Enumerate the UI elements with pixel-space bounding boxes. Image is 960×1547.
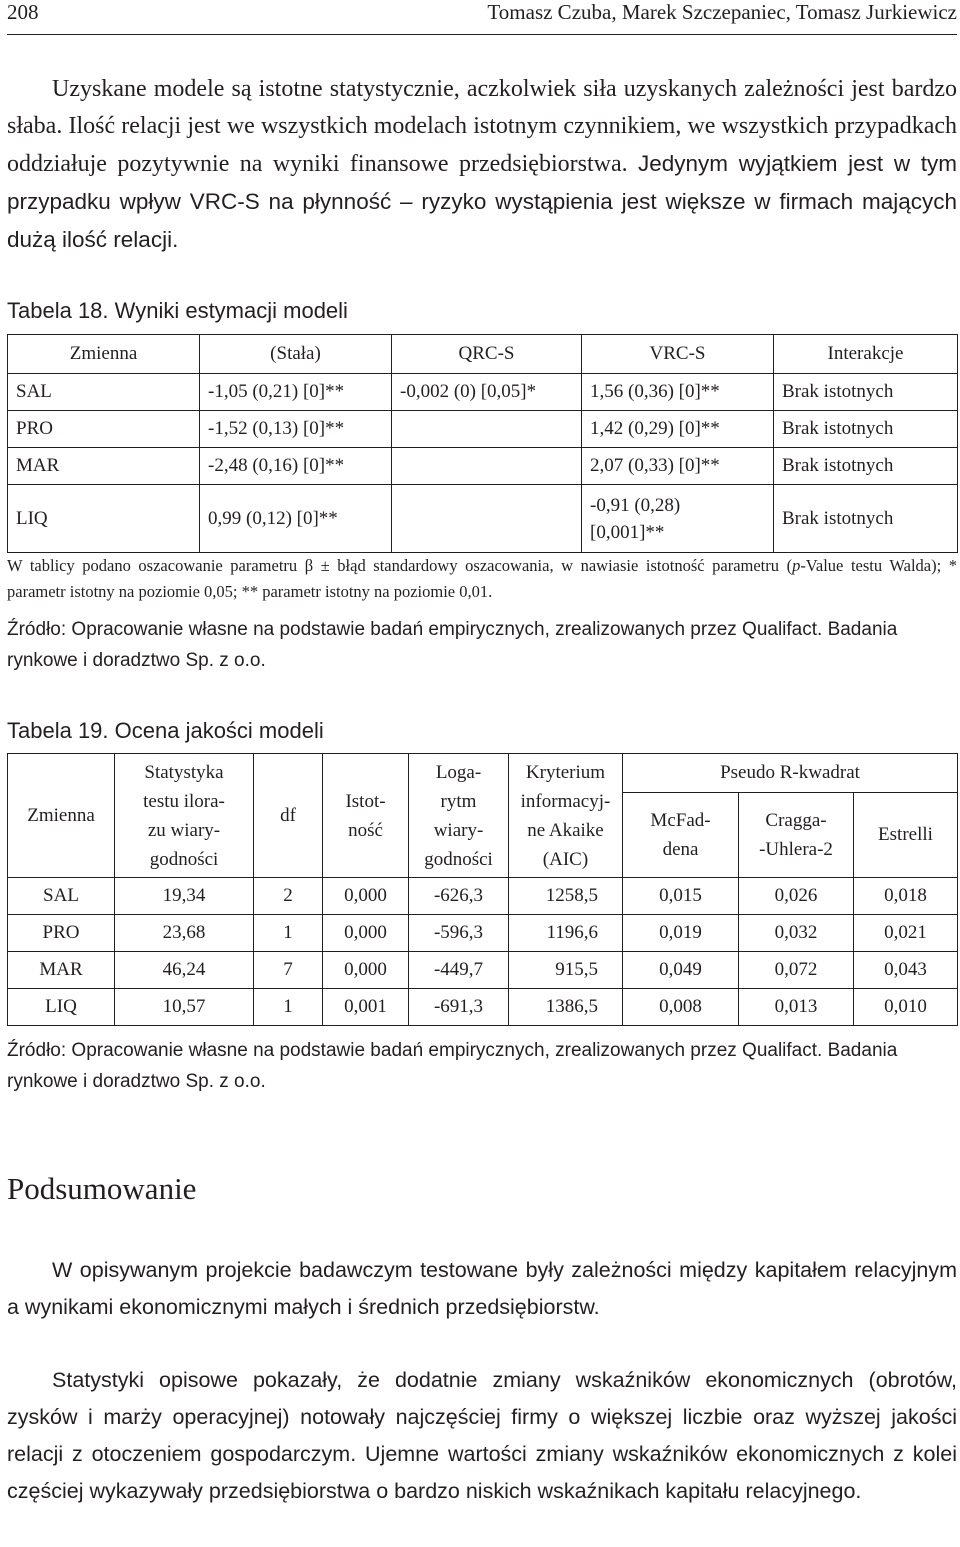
table19-cell: -449,7 xyxy=(409,952,509,989)
table18-cell xyxy=(582,485,774,553)
table18-caption: Tabela 18. Wyniki estymacji modeli xyxy=(7,298,348,323)
table18-cell: 1,42 (0,29) [0]** xyxy=(582,411,774,448)
table18-cell: Brak istotnych xyxy=(774,374,958,411)
table19-cell: 0,000 xyxy=(323,952,409,989)
table18-cell: Brak istotnych xyxy=(774,485,958,553)
table19-header-cell: Zmienna xyxy=(8,754,115,878)
table19-row xyxy=(8,915,958,952)
table18-cell: PRO xyxy=(8,411,200,448)
table19-cell: 0,013 xyxy=(739,989,854,1026)
header-line: McFad- xyxy=(650,810,711,831)
table18-cell: SAL xyxy=(8,374,200,411)
header-line: dena xyxy=(662,839,699,860)
table19-cell: 1258,5 xyxy=(509,878,623,915)
intro-text-part2: Jedynym wyjątkiem jest w tym przypadku wpływ VRC-S na płynność – ryzyko wystąpienia jest większe w firmach mających dużą ilość relacji. xyxy=(7,151,958,252)
header-line: testu ilora- xyxy=(143,790,225,812)
summary-paragraph-1: W opisywanym projekcie badawczym testowane były zależności między kapitałem relacyjnym a wynikami ekonomicznymi małych i średnich przedsiębiorstw. xyxy=(7,1258,957,1319)
table18-note xyxy=(7,553,957,605)
table19-cell: 0,010 xyxy=(854,989,958,1026)
table19-row xyxy=(8,878,958,915)
table19-cell: 1 xyxy=(254,915,323,952)
table19-header-cell: Pseudo R-kwadrat xyxy=(623,754,958,793)
table19-cell: 0,049 xyxy=(623,952,739,989)
table19-cell: 0,032 xyxy=(739,915,854,952)
table19-row xyxy=(8,989,958,1026)
table18-cell: -1,05 (0,21) [0]** xyxy=(200,374,392,411)
table19-header-cell: df xyxy=(254,754,323,878)
header-line: godności xyxy=(424,848,493,870)
table19-cell: -626,3 xyxy=(409,878,509,915)
table19-cell: 1 xyxy=(254,989,323,1026)
table18-vrc-line1: -0,91 (0,28) xyxy=(590,494,681,516)
table18-row xyxy=(8,485,958,553)
table19-cell: 1386,5 xyxy=(509,989,623,1026)
table19-source: Źródło: Opracowanie własne na podstawie badań empirycznych, zrealizowanych przez Qualifact. Badania rynkowe i doradztwo Sp. z o.o. xyxy=(7,1040,898,1092)
header-line: wiary- xyxy=(433,819,484,841)
table18-row xyxy=(8,411,958,448)
header-line: rytm xyxy=(440,790,477,812)
table19-cell: 23,68 xyxy=(115,915,254,952)
running-header xyxy=(7,0,957,35)
table18-header-cell: QRC-S xyxy=(392,335,582,374)
table18-cell: -0,002 (0) [0,05]* xyxy=(392,374,582,411)
table19-header-row xyxy=(8,754,958,793)
header-line: ność xyxy=(348,819,383,841)
header-line: Cragga- xyxy=(765,810,827,831)
table19-header-cell xyxy=(115,754,254,878)
table19-row xyxy=(8,952,958,989)
table18-estimation-results xyxy=(7,334,958,553)
table19-cell: 0,026 xyxy=(739,878,854,915)
table19-cell: 0,043 xyxy=(854,952,958,989)
table18-note-part-a: W tablicy podano oszacowanie parametru β ± błąd standardowy oszacowania, w nawiasie istotność parametru ( xyxy=(7,556,793,575)
table19-cell: 0,000 xyxy=(323,878,409,915)
table18-cell: LIQ xyxy=(8,485,200,553)
intro-paragraph xyxy=(7,71,957,259)
table19-cell: -596,3 xyxy=(409,915,509,952)
table18-cell xyxy=(392,485,582,553)
table19-cell: 0,021 xyxy=(854,915,958,952)
table19-cell: 0,001 xyxy=(323,989,409,1026)
table19-header-cell xyxy=(409,754,509,878)
table19-cell: 0,000 xyxy=(323,915,409,952)
table19-cell: 10,57 xyxy=(115,989,254,1026)
summary-paragraph-2: Statystyki opisowe pokazały, że dodatnie zmiany wskaźników ekonomicznych (obrotów, zysków i marży operacyjnej) notowały najczęściej firmy o większej liczbie oraz wyższej jakości relacji z otoczeniem gospodarczym. Ujemne wartości zmiany wskaźników ekonomicznych z kolei częściej wykazywały przedsiębiorstwa o bardzo niskich wskaźnikach kapitału relacyjnego. xyxy=(7,1368,957,1503)
table18-cell xyxy=(392,448,582,485)
table19-cell: 915,5 xyxy=(509,952,623,989)
table19-header-cell xyxy=(739,793,854,878)
table18-header-cell: Zmienna xyxy=(8,335,200,374)
table18-cell: MAR xyxy=(8,448,200,485)
table19-cell: 0,018 xyxy=(854,878,958,915)
table18-header-cell: Interakcje xyxy=(774,335,958,374)
running-header-authors: Tomasz Czuba, Marek Szczepaniec, Tomasz Jurkiewicz xyxy=(487,0,957,24)
table18-header-cell: (Stała) xyxy=(200,335,392,374)
table18-cell: 0,99 (0,12) [0]** xyxy=(200,485,392,553)
header-line: Istot- xyxy=(345,790,386,812)
table19-model-quality xyxy=(7,753,958,1026)
header-line: zu wiary- xyxy=(147,819,221,841)
header-line: informacyj- xyxy=(520,790,611,812)
table19-cell: 1196,6 xyxy=(509,915,623,952)
table18-cell: -1,52 (0,13) [0]** xyxy=(200,411,392,448)
table18-note-part-b: -Value testu Walda); * parametr istotny na poziomie 0,05; ** parametr istotny na poziomie 0,01. xyxy=(7,556,957,601)
table18-note-p: p xyxy=(792,556,801,575)
table19-header-cell xyxy=(509,754,623,878)
table19-cell: 7 xyxy=(254,952,323,989)
table18-header-cell: VRC-S xyxy=(582,335,774,374)
table18-row xyxy=(8,374,958,411)
table19-cell: SAL xyxy=(8,878,115,915)
table18-cell: Brak istotnych xyxy=(774,448,958,485)
header-line: (AIC) xyxy=(542,848,589,870)
table18-cell: -2,48 (0,16) [0]** xyxy=(200,448,392,485)
table19-cell: 19,34 xyxy=(115,878,254,915)
header-line: Loga- xyxy=(435,761,482,783)
table19-cell: PRO xyxy=(8,915,115,952)
table19-cell: 46,24 xyxy=(115,952,254,989)
table18-vrc-line2: [0,001]** xyxy=(590,521,665,543)
header-line: -Uhlera-2 xyxy=(759,839,833,860)
header-line: godności xyxy=(149,848,219,870)
table19-header-cell xyxy=(623,793,739,878)
table18-cell: 2,07 (0,33) [0]** xyxy=(582,448,774,485)
table18-row xyxy=(8,448,958,485)
table19-cell: 0,015 xyxy=(623,878,739,915)
table19-cell: LIQ xyxy=(8,989,115,1026)
page-number: 208 xyxy=(7,0,39,24)
header-line: ne Akaike xyxy=(527,819,604,841)
table19-cell: 0,019 xyxy=(623,915,739,952)
table19-cell: 2 xyxy=(254,878,323,915)
table18-source: Źródło: Opracowanie własne na podstawie badań empirycznych, zrealizowanych przez Qualifact. Badania rynkowe i doradztwo Sp. z o.o. xyxy=(7,619,898,671)
table18-cell: Brak istotnych xyxy=(774,411,958,448)
table19-cell: -691,3 xyxy=(409,989,509,1026)
table18-cell xyxy=(392,411,582,448)
table19-cell: 0,008 xyxy=(623,989,739,1026)
section-title: Podsumowanie xyxy=(7,1171,197,1206)
table19-header-cell: Estrelli xyxy=(854,793,958,878)
header-line: Kryterium xyxy=(525,761,606,783)
intro-text-part1: Uzyskane modele są istotne statystycznie, aczkolwiek siła uzyskanych zależności jest bardzo słaba. Ilość relacji jest we wszystkich modelach istotnym czynnikiem, we wszystkich przypadkach oddziałuje pozytywnie na wyniki finansowe przedsiębiorstwa. xyxy=(7,76,957,177)
header-line: Statystyka xyxy=(144,761,224,783)
table18-header-row xyxy=(8,335,958,374)
table19-header-cell xyxy=(323,754,409,878)
table19-cell: 0,072 xyxy=(739,952,854,989)
table18-cell: 1,56 (0,36) [0]** xyxy=(582,374,774,411)
table19-cell: MAR xyxy=(8,952,115,989)
table19-caption: Tabela 19. Ocena jakości modeli xyxy=(7,718,324,743)
